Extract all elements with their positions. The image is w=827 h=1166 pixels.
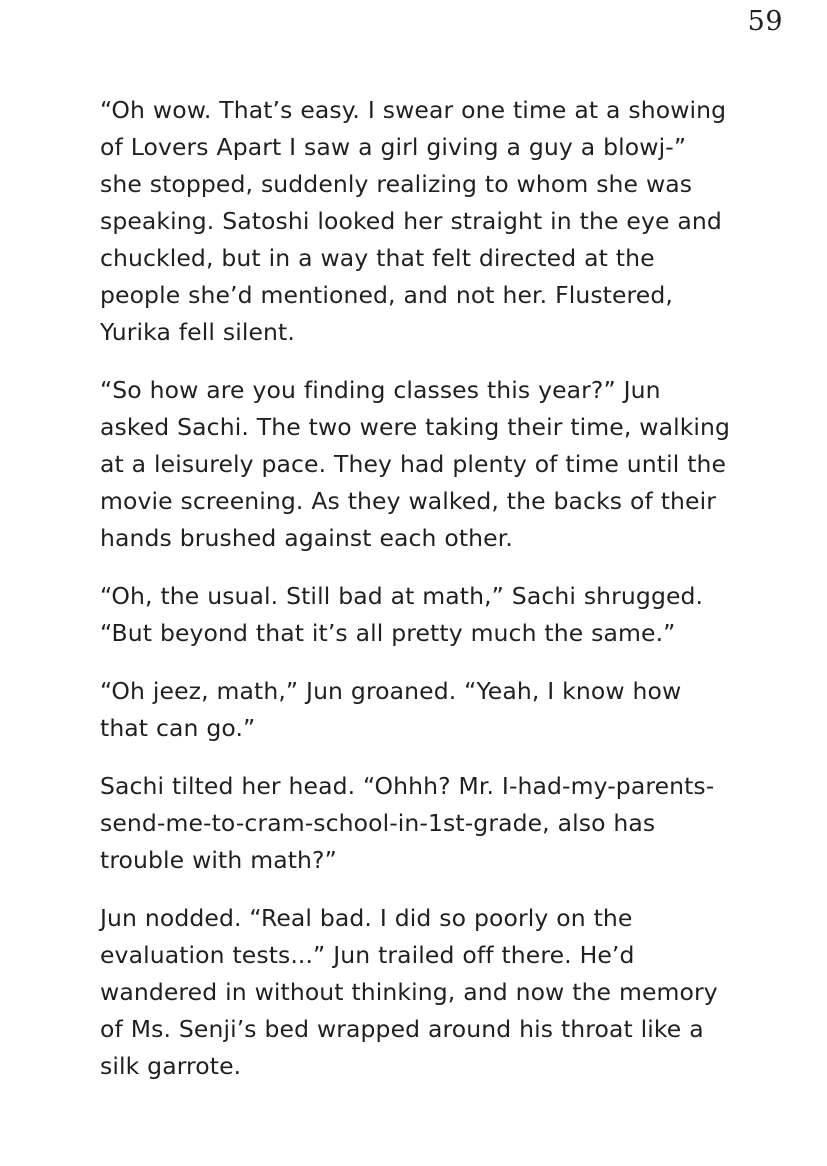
page-number: 59 (747, 6, 783, 37)
paragraph: “Oh jeez, math,” Jun groaned. “Yeah, I know how that can go.” (100, 677, 682, 742)
paragraph: Jun nodded. “Real bad. I did so poorly on the evaluation tests...” Jun trailed off there. He’d wandered in without thinking, and now the memory of Ms. Senji’s bed wrapped around his throat like a silk garrote. (100, 904, 718, 1080)
paragraph: Sachi tilted her head. “Ohhh? Mr. I-had-my-parents-send-me-to-cram-school-in-1st-grade, also has trouble with math?” (100, 772, 715, 874)
page-body (100, 92, 732, 1085)
paragraph: “Oh, the usual. Still bad at math,” Sachi shrugged. “But beyond that it’s all pretty much the same.” (100, 582, 704, 647)
paragraph: “Oh wow. That’s easy. I swear one time at a showing of Lovers Apart I saw a girl giving a guy a blowj-” she stopped, suddenly realizing to whom she was speaking. Satoshi looked her straight in the eye and chuckled, but in a way that felt directed at the people she’d mentioned, and not her. Flustered, Yurika fell silent. (100, 96, 727, 346)
paragraph: “So how are you finding classes this year?” Jun asked Sachi. The two were taking their time, walking at a leisurely pace. They had plenty of time until the movie screening. As they walked, the backs of their hands brushed against each other. (100, 376, 731, 552)
